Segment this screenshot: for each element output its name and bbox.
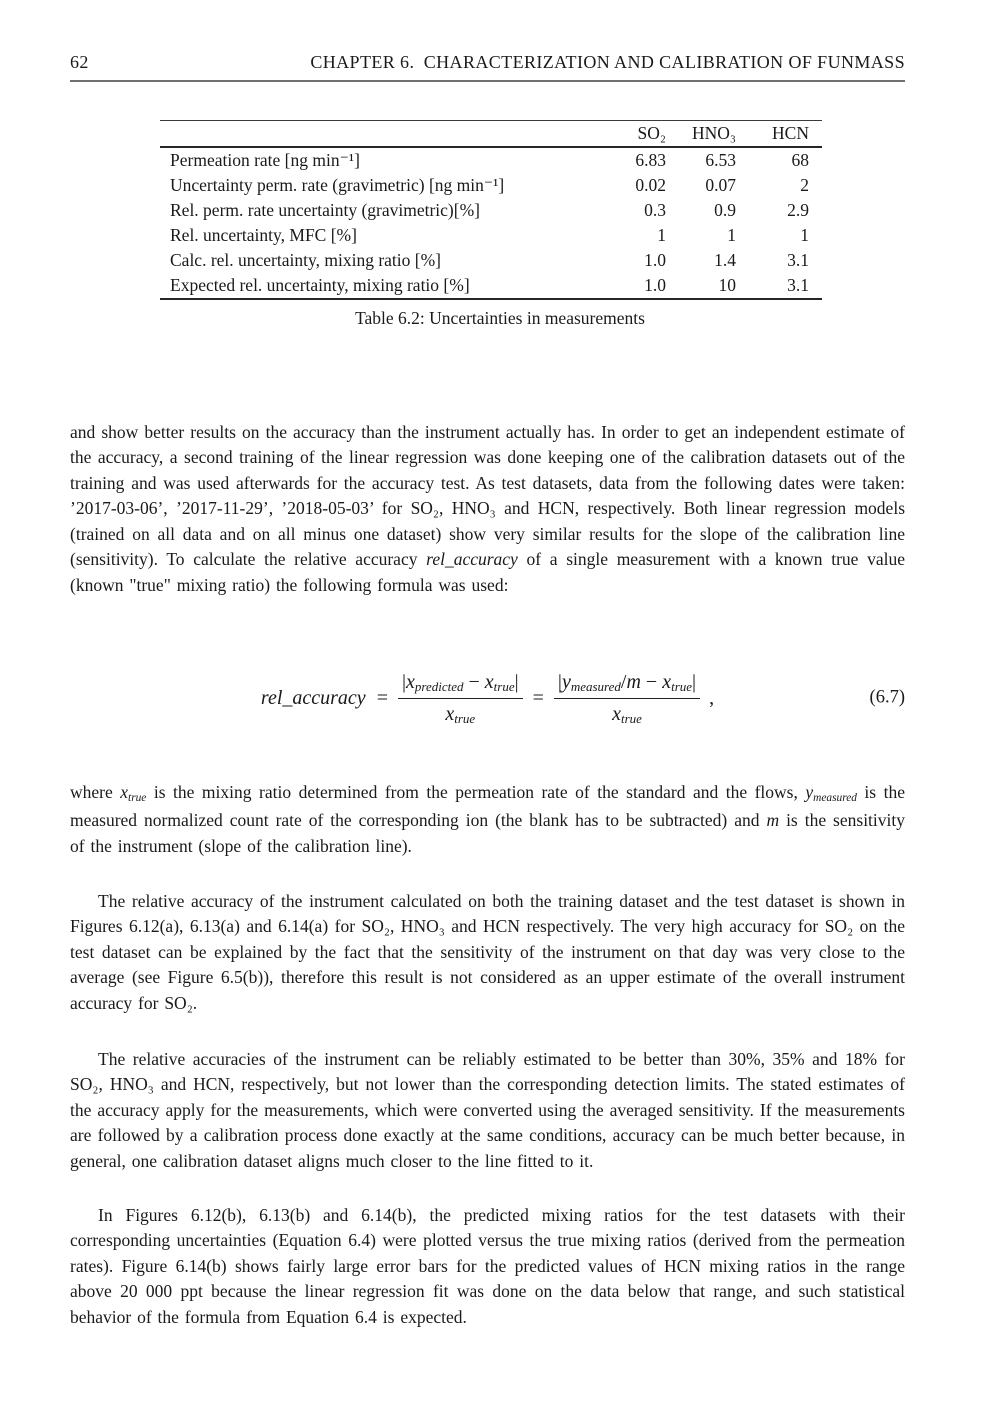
header-rule bbox=[70, 80, 905, 82]
table-row bbox=[160, 198, 822, 223]
paragraph-1: and show better results on the accuracy than the instrument actually has. In order to get an independent estimate of the accuracy, a second training of the linear regression was done keeping one of the calibration datasets out of the training and was used afterwards for the accuracy test. As test datasets, data from the following dates were taken: ’2017-03-06’, ’2017-11-29’, ’2018-05-03’ for SO₂, HNO₃ and HCN, respectively. Both linear regression models (trained on all data and on all minus one dataset) show very similar results for the slope of the calibration line (sensitivity). To calculate the relative accuracy rel_accuracy of a single measurement with a known true value (known "true" mixing ratio) the following formula was used: bbox=[70, 421, 906, 595]
row-label: Permeation rate [ng min⁻¹] bbox=[170, 150, 360, 170]
table-row bbox=[160, 223, 822, 248]
row-label: Calc. rel. uncertainty, mixing ratio [%] bbox=[170, 250, 441, 270]
col-header-hno3: HNO₃ bbox=[666, 121, 736, 148]
fraction-2 bbox=[554, 671, 700, 726]
fraction-1-numerator: |xpredicted − xtrue| bbox=[398, 671, 523, 699]
cell-hcn: 3.1 bbox=[787, 250, 809, 270]
row-label: Rel. perm. rate uncertainty (gravimetric)[%] bbox=[170, 200, 480, 220]
table-row bbox=[160, 147, 822, 173]
equation-number: (6.7) bbox=[869, 687, 905, 708]
table-row bbox=[160, 273, 822, 299]
running-header bbox=[70, 52, 905, 73]
paragraph-2: where xtrue is the mixing ratio determined from the permeation rate of the standard and the flows, ymeasured is the measured normalized count rate of the corresponding ion (the blank has to be subtracted) and m is the sensitivity of the instrument (slope of the calibration line). bbox=[70, 781, 906, 856]
chapter-title: CHAPTER 6. CHARACTERIZATION AND CALIBRATION OF FUNMASS bbox=[310, 52, 905, 72]
col-header-so2: SO₂ bbox=[602, 121, 666, 148]
row-label: Uncertainty perm. rate (gravimetric) [ng min⁻¹] bbox=[170, 175, 505, 195]
cell-hcn: 1 bbox=[800, 225, 809, 245]
row-label: Expected rel. uncertainty, mixing ratio [%] bbox=[170, 275, 470, 295]
fraction-2-denominator: xtrue bbox=[612, 702, 642, 727]
cell-so2: 1.0 bbox=[644, 275, 666, 295]
cell-hno3: 10 bbox=[718, 275, 736, 295]
cell-so2: 6.83 bbox=[635, 150, 666, 170]
cell-so2: 0.3 bbox=[644, 200, 666, 220]
table-header-row bbox=[160, 121, 822, 148]
uncertainties-table bbox=[160, 120, 822, 300]
cell-hno3: 0.07 bbox=[705, 175, 736, 195]
cell-so2: 1.0 bbox=[644, 250, 666, 270]
fraction-1-denominator: xtrue bbox=[445, 702, 476, 727]
fraction-2-numerator: |ymeasured/m − xtrue| bbox=[554, 671, 700, 699]
uncertainties-table-wrap bbox=[160, 120, 822, 300]
cell-hno3: 1 bbox=[727, 225, 736, 245]
cell-hno3: 0.9 bbox=[714, 200, 736, 220]
paragraph-3: The relative accuracy of the instrument calculated on both the training dataset and the test dataset is shown in Figures 6.12(a), 6.13(a) and 6.14(a) for SO₂, HNO₃ and HCN respectively. The very high accuracy for SO₂ on the test dataset can be explained by the fact that the sensitivity of the instrument on that day was very close to the average (see Figure 6.5(b)), therefore this result is not considered as an upper estimate of the overall instrument accuracy for SO₂. bbox=[70, 890, 905, 1013]
row-label: Rel. uncertainty, MFC [%] bbox=[170, 225, 357, 245]
equals-sign: = bbox=[532, 686, 544, 709]
cell-hcn: 2.9 bbox=[787, 200, 809, 220]
equation-lhs: rel_accuracy bbox=[260, 686, 366, 709]
cell-so2: 0.02 bbox=[635, 175, 666, 195]
equation-comma: , bbox=[709, 686, 715, 709]
cell-so2: 1 bbox=[657, 225, 666, 245]
equals-sign: = bbox=[376, 686, 388, 709]
cell-hno3: 1.4 bbox=[714, 250, 736, 270]
col-header-hcn: HCN bbox=[736, 121, 822, 148]
col-header-empty bbox=[160, 121, 602, 148]
cell-hcn: 3.1 bbox=[787, 275, 809, 295]
fraction-1 bbox=[398, 671, 523, 726]
paragraph-5: In Figures 6.12(b), 6.13(b) and 6.14(b), the predicted mixing ratios for the test datasets with their corresponding uncertainties (Equation 6.4) were plotted versus the true mixing ratios (derived from the permeation rates). Figure 6.14(b) shows fairly large error bars for the predicted values of HCN mixing ratios in the range above 20 000 ppt because the linear regression fit was done on the data below that range, and such statistical behavior of the formula from Equation 6.4 is expected. bbox=[70, 1204, 905, 1327]
cell-hno3: 6.53 bbox=[705, 150, 736, 170]
cell-hcn: 68 bbox=[791, 150, 809, 170]
table-row bbox=[160, 173, 822, 198]
equation-6-7 bbox=[70, 648, 905, 748]
page-number: 62 bbox=[70, 52, 89, 72]
cell-hcn: 2 bbox=[800, 175, 809, 195]
equation-body bbox=[70, 648, 905, 748]
paragraph-4: The relative accuracies of the instrument can be reliably estimated to be better than 30%, 35% and 18% for SO₂, HNO₃ and HCN, respectively, but not lower than the corresponding detection limits. The stated estimates of the accuracy apply for the measurements, which were converted using the averaged sensitivity. If the measurements are followed by a calibration process done exactly at the same conditions, accuracy can be much better because, in general, one calibration dataset aligns much closer to the line fitted to it. bbox=[70, 1048, 905, 1171]
table-row bbox=[160, 248, 822, 273]
table-caption: Table 6.2: Uncertainties in measurements bbox=[355, 308, 645, 328]
